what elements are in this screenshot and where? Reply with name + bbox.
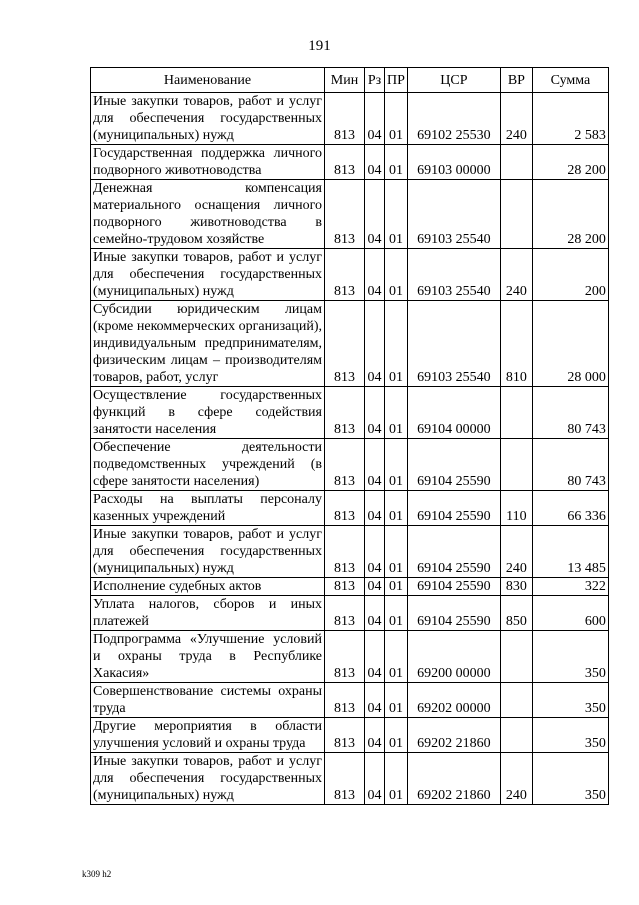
cell-sum: 13 485 xyxy=(532,526,608,578)
cell-sum: 28 200 xyxy=(532,145,608,180)
cell-name: Иные закупки товаров, работ и услуг для обеспечения государственных (муниципальных) нужд xyxy=(91,93,325,145)
cell-csr: 69103 00000 xyxy=(407,145,500,180)
table-row xyxy=(91,631,609,683)
header-rz: Рз xyxy=(365,68,385,93)
page-number: 191 xyxy=(308,38,331,54)
cell-rz: 04 xyxy=(365,439,385,491)
cell-min: 813 xyxy=(325,718,365,753)
cell-csr: 69202 00000 xyxy=(407,683,500,718)
cell-rz: 04 xyxy=(365,753,385,805)
cell-name: Другие мероприятия в области улучшения условий и охраны труда xyxy=(91,718,325,753)
cell-min: 813 xyxy=(325,387,365,439)
cell-sum: 80 743 xyxy=(532,387,608,439)
table-row xyxy=(91,439,609,491)
cell-pr: 01 xyxy=(385,683,408,718)
cell-rz: 04 xyxy=(365,718,385,753)
cell-csr: 69103 25540 xyxy=(407,249,500,301)
cell-min: 813 xyxy=(325,439,365,491)
cell-sum: 322 xyxy=(532,578,608,596)
cell-min: 813 xyxy=(325,683,365,718)
cell-csr: 69103 25540 xyxy=(407,180,500,249)
cell-name: Иные закупки товаров, работ и услуг для обеспечения государственных (муниципальных) нужд xyxy=(91,526,325,578)
header-csr: ЦСР xyxy=(407,68,500,93)
cell-vr xyxy=(500,683,532,718)
table-row xyxy=(91,301,609,387)
cell-name: Подпрограмма «Улучшение условий и охраны труда в Республике Хакасия» xyxy=(91,631,325,683)
cell-name: Исполнение судебных актов xyxy=(91,578,325,596)
table-row xyxy=(91,387,609,439)
footer-code: k309 h2 xyxy=(82,869,112,879)
header-name: Наименование xyxy=(91,68,325,93)
cell-csr: 69104 00000 xyxy=(407,387,500,439)
cell-vr xyxy=(500,387,532,439)
cell-vr: 830 xyxy=(500,578,532,596)
cell-min: 813 xyxy=(325,301,365,387)
table-body xyxy=(91,93,609,805)
cell-csr: 69202 21860 xyxy=(407,753,500,805)
cell-sum: 350 xyxy=(532,683,608,718)
cell-vr: 240 xyxy=(500,526,532,578)
cell-min: 813 xyxy=(325,526,365,578)
cell-vr xyxy=(500,631,532,683)
table-row xyxy=(91,491,609,526)
cell-vr xyxy=(500,180,532,249)
table-row xyxy=(91,526,609,578)
cell-min: 813 xyxy=(325,93,365,145)
cell-sum: 350 xyxy=(532,753,608,805)
cell-pr: 01 xyxy=(385,180,408,249)
cell-csr: 69202 21860 xyxy=(407,718,500,753)
cell-vr: 240 xyxy=(500,753,532,805)
cell-pr: 01 xyxy=(385,439,408,491)
cell-pr: 01 xyxy=(385,145,408,180)
cell-name: Совершенствование системы охраны труда xyxy=(91,683,325,718)
cell-csr: 69200 00000 xyxy=(407,631,500,683)
cell-rz: 04 xyxy=(365,526,385,578)
cell-name: Иные закупки товаров, работ и услуг для обеспечения государственных (муниципальных) нужд xyxy=(91,249,325,301)
table-row xyxy=(91,93,609,145)
cell-rz: 04 xyxy=(365,596,385,631)
table-row xyxy=(91,145,609,180)
cell-pr: 01 xyxy=(385,301,408,387)
cell-vr: 110 xyxy=(500,491,532,526)
cell-rz: 04 xyxy=(365,180,385,249)
table-row xyxy=(91,578,609,596)
cell-sum: 28 000 xyxy=(532,301,608,387)
cell-name: Осуществление государственных функций в сфере содействия занятости населения xyxy=(91,387,325,439)
cell-vr xyxy=(500,439,532,491)
cell-csr: 69104 25590 xyxy=(407,578,500,596)
budget-table xyxy=(90,67,609,805)
cell-rz: 04 xyxy=(365,249,385,301)
cell-rz: 04 xyxy=(365,683,385,718)
cell-csr: 69103 25540 xyxy=(407,301,500,387)
cell-pr: 01 xyxy=(385,631,408,683)
cell-rz: 04 xyxy=(365,491,385,526)
header-vr: ВР xyxy=(500,68,532,93)
header-sum: Сумма xyxy=(532,68,608,93)
cell-min: 813 xyxy=(325,249,365,301)
cell-sum: 200 xyxy=(532,249,608,301)
cell-name: Иные закупки товаров, работ и услуг для обеспечения государственных (муниципальных) нужд xyxy=(91,753,325,805)
cell-pr: 01 xyxy=(385,718,408,753)
cell-name: Расходы на выплаты персоналу казенных учреждений xyxy=(91,491,325,526)
table-row xyxy=(91,180,609,249)
cell-csr: 69104 25590 xyxy=(407,491,500,526)
cell-csr: 69102 25530 xyxy=(407,93,500,145)
cell-vr: 240 xyxy=(500,93,532,145)
cell-sum: 28 200 xyxy=(532,180,608,249)
header-pr: ПР xyxy=(385,68,408,93)
cell-vr: 810 xyxy=(500,301,532,387)
cell-name: Государственная поддержка личного подворного животноводства xyxy=(91,145,325,180)
table-row xyxy=(91,683,609,718)
cell-sum: 66 336 xyxy=(532,491,608,526)
cell-rz: 04 xyxy=(365,93,385,145)
cell-name: Обеспечение деятельности подведомственных учреждений (в сфере занятости населения) xyxy=(91,439,325,491)
cell-sum: 2 583 xyxy=(532,93,608,145)
cell-pr: 01 xyxy=(385,753,408,805)
cell-min: 813 xyxy=(325,578,365,596)
cell-rz: 04 xyxy=(365,301,385,387)
cell-name: Уплата налогов, сборов и иных платежей xyxy=(91,596,325,631)
cell-rz: 04 xyxy=(365,578,385,596)
cell-csr: 69104 25590 xyxy=(407,526,500,578)
cell-vr xyxy=(500,145,532,180)
cell-rz: 04 xyxy=(365,631,385,683)
cell-rz: 04 xyxy=(365,387,385,439)
table-row xyxy=(91,753,609,805)
table-row xyxy=(91,249,609,301)
cell-csr: 69104 25590 xyxy=(407,439,500,491)
cell-min: 813 xyxy=(325,491,365,526)
table-row xyxy=(91,718,609,753)
header-min: Мин xyxy=(325,68,365,93)
cell-min: 813 xyxy=(325,596,365,631)
cell-sum: 350 xyxy=(532,631,608,683)
cell-pr: 01 xyxy=(385,93,408,145)
cell-sum: 600 xyxy=(532,596,608,631)
cell-csr: 69104 25590 xyxy=(407,596,500,631)
cell-vr xyxy=(500,718,532,753)
cell-min: 813 xyxy=(325,145,365,180)
table-row xyxy=(91,596,609,631)
cell-sum: 350 xyxy=(532,718,608,753)
cell-min: 813 xyxy=(325,180,365,249)
cell-pr: 01 xyxy=(385,387,408,439)
cell-vr: 240 xyxy=(500,249,532,301)
table-header-row xyxy=(91,68,609,93)
cell-vr: 850 xyxy=(500,596,532,631)
cell-pr: 01 xyxy=(385,491,408,526)
cell-min: 813 xyxy=(325,753,365,805)
cell-min: 813 xyxy=(325,631,365,683)
cell-name: Субсидии юридическим лицам (кроме некоммерческих организаций), индивидуальным предпринимателям, физическим лицам – производителям товаров, работ, услуг xyxy=(91,301,325,387)
cell-pr: 01 xyxy=(385,526,408,578)
cell-name: Денежная компенсация материального оснащения личного подворного животноводства в семейно-трудовом хозяйстве xyxy=(91,180,325,249)
cell-pr: 01 xyxy=(385,578,408,596)
cell-sum: 80 743 xyxy=(532,439,608,491)
cell-pr: 01 xyxy=(385,596,408,631)
cell-rz: 04 xyxy=(365,145,385,180)
cell-pr: 01 xyxy=(385,249,408,301)
